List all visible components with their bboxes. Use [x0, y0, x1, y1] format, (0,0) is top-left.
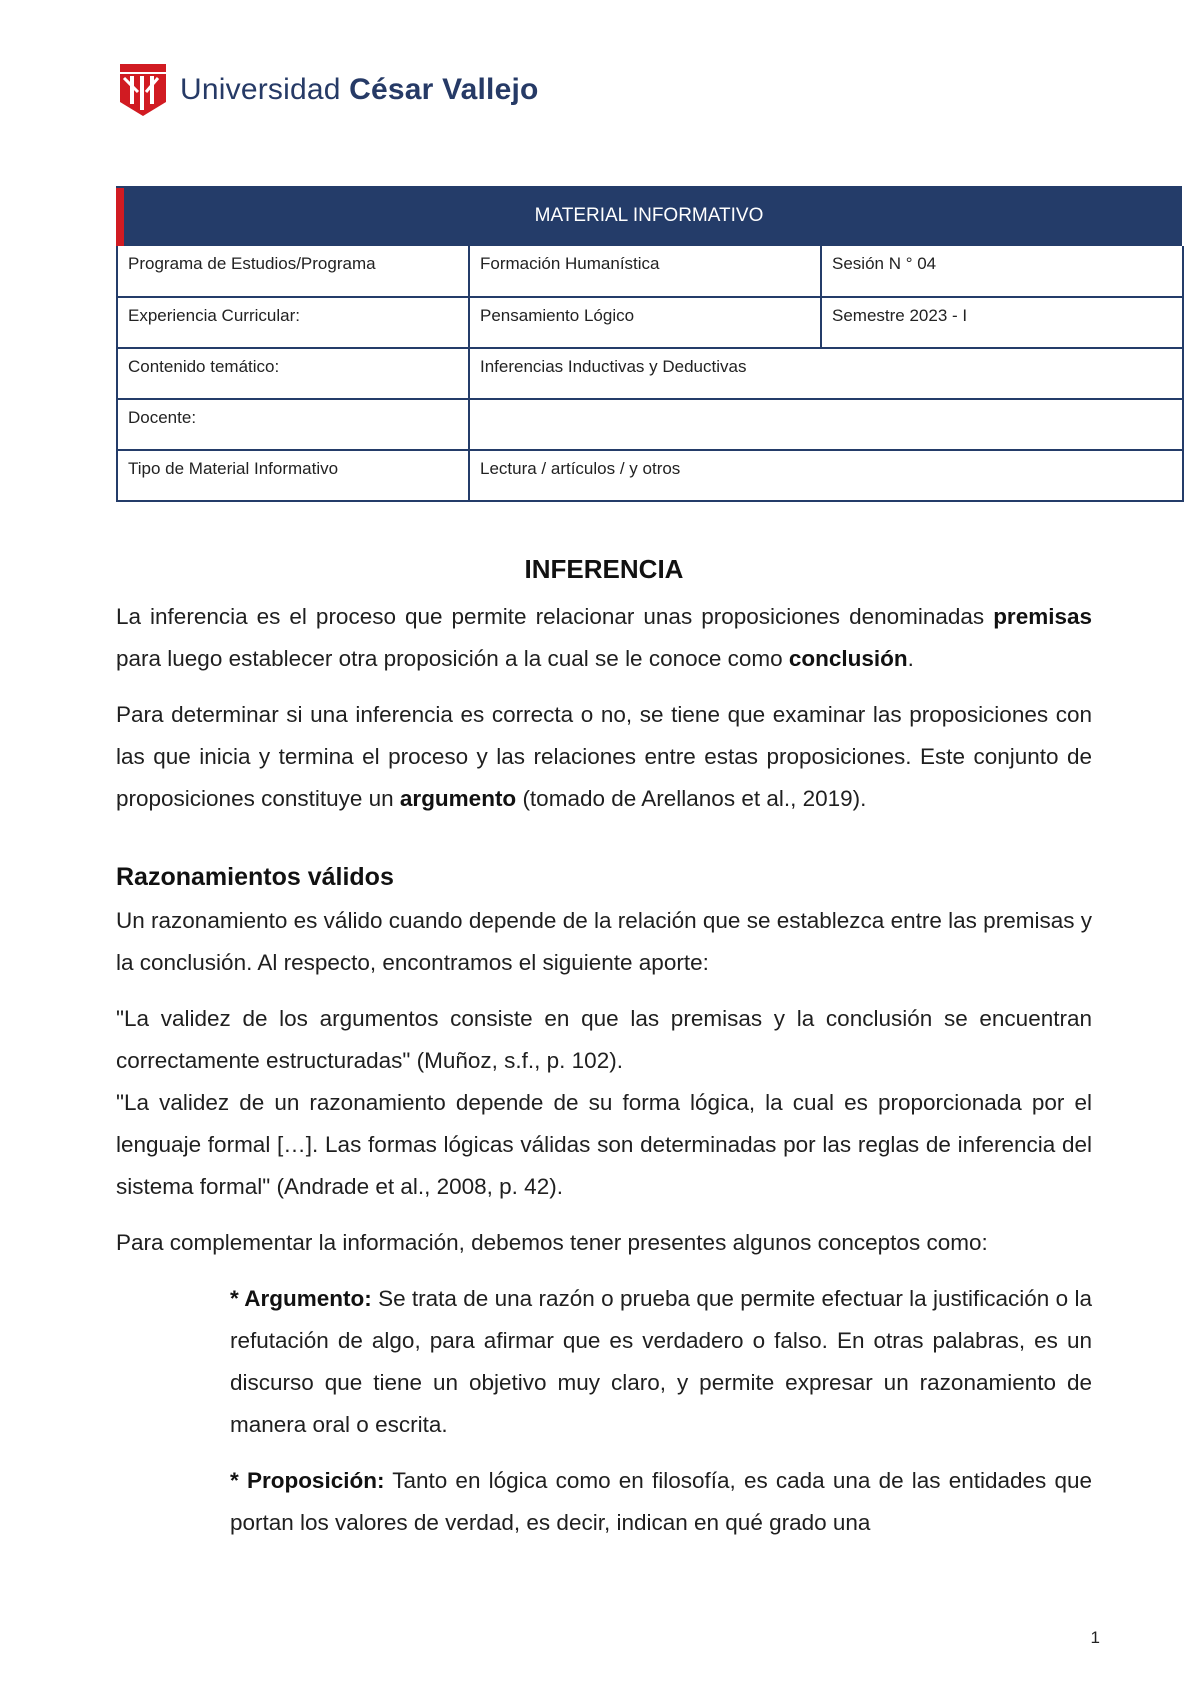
table-cell: [469, 399, 1183, 450]
info-table-header: [116, 186, 1182, 246]
section-heading: Razonamientos válidos: [116, 863, 394, 891]
red-accent-bar: [116, 188, 124, 246]
table-row: [117, 297, 1183, 348]
table-cell: Tipo de Material Informativo: [117, 450, 469, 501]
page-number: 1: [1090, 1628, 1100, 1647]
quote-andrade: "La validez de un razonamiento depende de su forma lógica, la cual es proporcionada por el lenguaje formal […]. Las formas lógicas válidas son determinadas por las reglas de inferencia del sistema formal" (Andrade et al., 2008, p. 42).: [116, 1090, 1092, 1199]
paragraph-conceptos: Para complementar la información, debemos tener presentes algunos conceptos como:: [116, 1230, 988, 1255]
document-title: INFERENCIA: [524, 554, 684, 584]
paragraph-argumento: Para determinar si una inferencia es correcta o no, se tiene que examinar las proposiciones con las que inicia y termina el proceso y las relaciones entre estas proposiciones. Este conjunto de proposiciones constituye un argumento (tomado de Arellanos et al., 2019).: [116, 702, 1092, 811]
info-table: [116, 186, 1182, 502]
document-body: [116, 552, 1092, 1544]
table-cell: Formación Humanística: [469, 246, 821, 297]
info-table-title: MATERIAL INFORMATIVO: [534, 205, 764, 226]
table-row: [117, 348, 1183, 399]
table-row: [117, 399, 1183, 450]
shield-logo-icon: [118, 62, 168, 118]
logo-text: Universidad César Vallejo: [180, 73, 539, 106]
university-logo: [118, 60, 539, 120]
definition-argumento: * Argumento: Se trata de una razón o prueba que permite efectuar la justificación o la refutación de algo, para afirmar que es verdadero o falso. En otras palabras, es un discurso que tiene un objetivo muy claro, y permite expresar un razonamiento de manera oral o escrita.: [230, 1286, 1092, 1437]
paragraph-inferencia: La inferencia es el proceso que permite relacionar unas proposiciones denominadas premisas para luego establecer otra proposición a la cual se le conoce como conclusión.: [116, 604, 1092, 671]
table-cell: Inferencias Inductivas y Deductivas: [469, 348, 1183, 399]
table-cell: Semestre 2023 - I: [821, 297, 1183, 348]
quote-munoz: "La validez de los argumentos consiste en que las premisas y la conclusión se encuentran correctamente estructuradas" (Muñoz, s.f., p. 102).: [116, 1006, 1092, 1073]
table-cell: Programa de Estudios/Programa: [117, 246, 469, 297]
info-grid: [116, 246, 1184, 502]
table-cell: Lectura / artículos / y otros: [469, 450, 1183, 501]
table-cell: Sesión N ° 04: [821, 246, 1183, 297]
table-cell: Docente:: [117, 399, 469, 450]
table-cell: Experiencia Curricular:: [117, 297, 469, 348]
table-row: [117, 246, 1183, 297]
table-cell: Contenido temático:: [117, 348, 469, 399]
paragraph-razonamiento: Un razonamiento es válido cuando depende de la relación que se establezca entre las premisas y la conclusión. Al respecto, encontramos el siguiente aporte:: [116, 908, 1092, 975]
definition-proposicion: * Proposición: Tanto en lógica como en filosofía, es cada una de las entidades que portan los valores de verdad, es decir, indican en qué grado una: [230, 1468, 1092, 1535]
table-cell: Pensamiento Lógico: [469, 297, 821, 348]
table-row: [117, 450, 1183, 501]
